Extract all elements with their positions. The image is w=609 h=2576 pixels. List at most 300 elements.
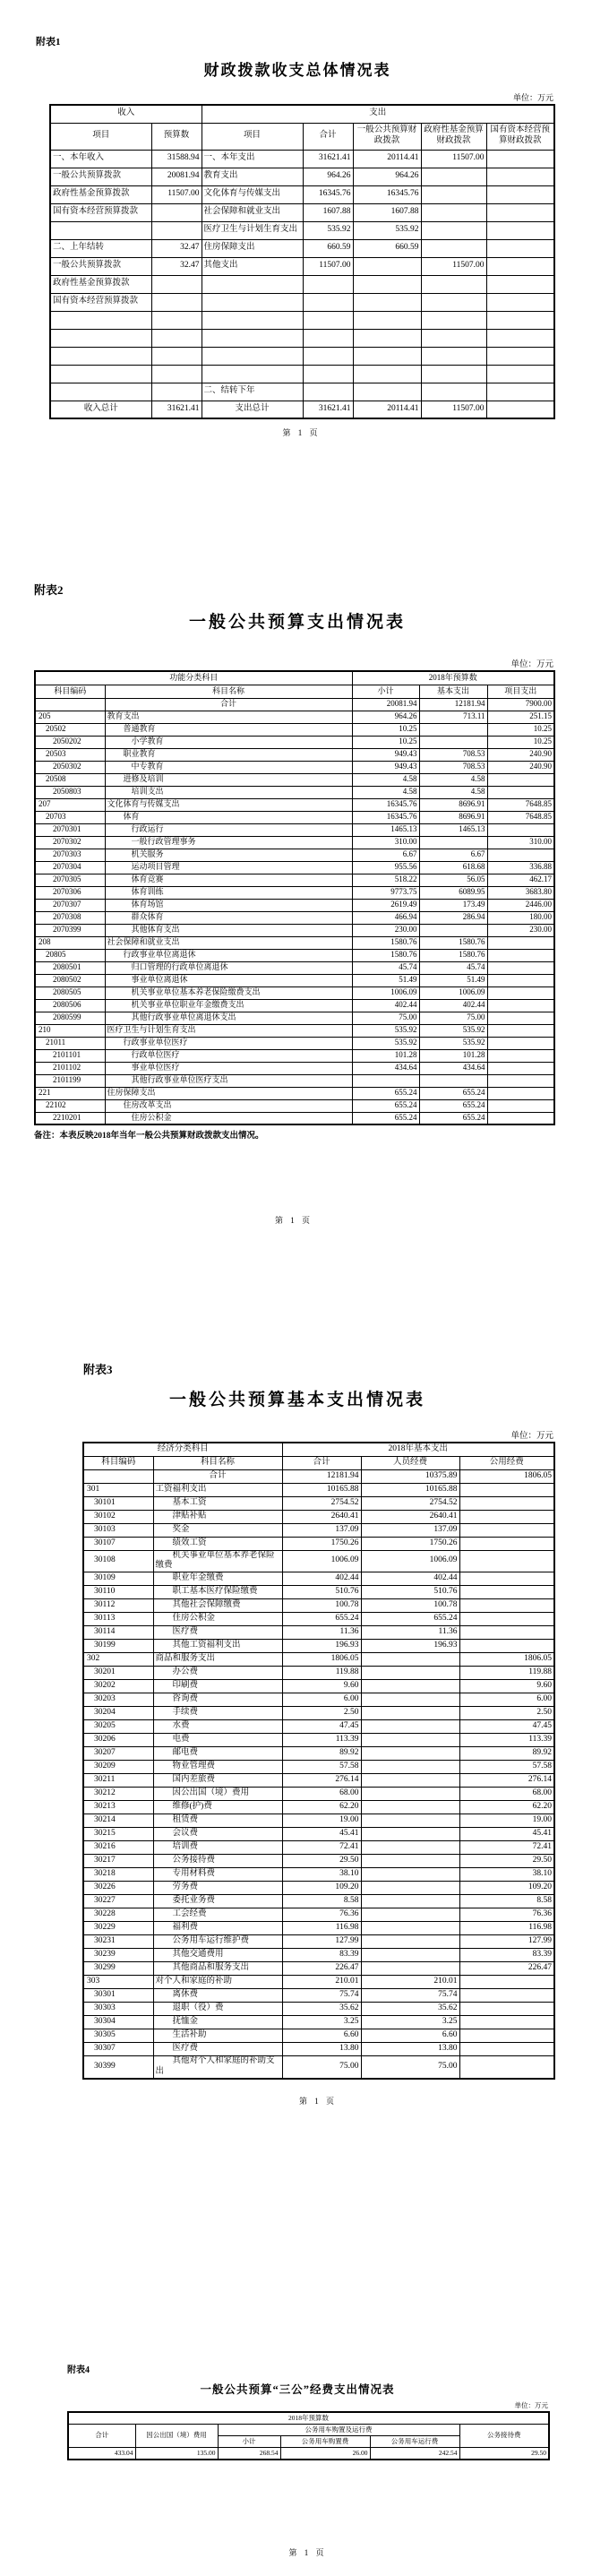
table-row xyxy=(83,1908,554,1922)
amount-cell: 6.60 xyxy=(361,2029,459,2043)
item-cell: 政府性基金预算拨款 xyxy=(50,275,151,293)
header-row-columns xyxy=(83,1456,554,1469)
amount-cell xyxy=(361,1693,459,1707)
subject-code-cell: 20805 xyxy=(35,949,105,961)
amount-cell xyxy=(361,1774,459,1788)
table-row xyxy=(35,1112,554,1124)
subject-name-cell: 水费 xyxy=(153,1720,282,1734)
amount-cell: 1607.88 xyxy=(353,203,421,221)
amount-cell: 708.53 xyxy=(419,748,487,761)
subject-code-cell: 30212 xyxy=(83,1788,153,1801)
amount-cell xyxy=(361,1788,459,1801)
amount-cell: 76.36 xyxy=(282,1908,361,1922)
amount-cell: 20114.41 xyxy=(353,150,421,168)
amount-cell: 47.45 xyxy=(459,1720,554,1734)
amount-cell: 51.49 xyxy=(419,974,487,986)
table-row xyxy=(83,1667,554,1680)
amount-cell: 119.88 xyxy=(282,1667,361,1680)
table3-title: 一般公共预算基本支出情况表 xyxy=(168,1391,425,1409)
amount-cell: 11.36 xyxy=(282,1626,361,1640)
table-row xyxy=(50,168,554,185)
subject-code-cell: 30231 xyxy=(83,1935,153,1949)
amount-cell: 230.00 xyxy=(487,924,554,936)
item-cell xyxy=(202,347,303,365)
amount-cell: 135.00 xyxy=(135,2447,218,2460)
subject-code-cell: 2070301 xyxy=(35,823,105,836)
amount-cell xyxy=(487,1074,554,1087)
subject-name-cell: 公务接待费 xyxy=(153,1855,282,1868)
amount-cell: 1006.09 xyxy=(352,986,419,999)
table-row xyxy=(83,1537,554,1550)
amount-cell xyxy=(151,347,202,365)
table-row xyxy=(83,1653,554,1667)
amount-cell: 535.92 xyxy=(419,1024,487,1037)
amount-cell xyxy=(361,1855,459,1868)
amount-cell xyxy=(303,383,353,401)
header-public-funds: 公用经费 xyxy=(459,1456,554,1469)
subject-code-cell: 205 xyxy=(35,711,105,723)
subject-code-cell: 2070304 xyxy=(35,861,105,874)
subject-code-cell: 30226 xyxy=(83,1882,153,1895)
amount-cell xyxy=(486,365,554,383)
subject-name-cell: 体育训练 xyxy=(105,886,352,899)
amount-cell xyxy=(487,1099,554,1112)
subject-name-cell: 工会经费 xyxy=(153,1908,282,1922)
subject-code-cell: 30211 xyxy=(83,1774,153,1788)
subject-code-cell: 2050302 xyxy=(35,761,105,773)
subject-code-cell: 210 xyxy=(35,1024,105,1037)
amount-cell: 13.80 xyxy=(282,2043,361,2056)
amount-cell: 268.54 xyxy=(218,2447,280,2460)
amount-cell: 286.94 xyxy=(419,911,487,924)
table-row xyxy=(83,1855,554,1868)
amount-cell xyxy=(459,2003,554,2016)
subject-name-cell: 职业教育 xyxy=(105,748,352,761)
amount-cell: 2754.52 xyxy=(282,1496,361,1510)
subject-code-cell: 30307 xyxy=(83,2043,153,2056)
amount-cell: 62.20 xyxy=(282,1801,361,1814)
amount-cell: 1750.26 xyxy=(282,1537,361,1550)
amount-cell: 10.25 xyxy=(352,723,419,736)
subject-code-cell: 2101102 xyxy=(35,1062,105,1074)
table-row xyxy=(83,1586,554,1599)
amount-cell: 510.76 xyxy=(282,1586,361,1599)
amount-cell xyxy=(303,275,353,293)
amount-cell xyxy=(487,1087,554,1099)
amount-cell: 11.36 xyxy=(361,1626,459,1640)
amount-cell: 101.28 xyxy=(352,1049,419,1062)
header-subtotal: 小计 xyxy=(218,2435,280,2447)
amount-cell xyxy=(421,275,486,293)
amount-cell: 75.00 xyxy=(282,2056,361,2079)
amount-cell: 240.90 xyxy=(487,761,554,773)
subject-code-cell: 30216 xyxy=(83,1841,153,1855)
subject-code-cell: 30203 xyxy=(83,1693,153,1707)
amount-cell: 6.60 xyxy=(282,2029,361,2043)
amount-cell: 7648.85 xyxy=(487,811,554,823)
subject-code-cell: 2210201 xyxy=(35,1112,105,1124)
table-row xyxy=(35,1049,554,1062)
subject-code-cell: 30202 xyxy=(83,1680,153,1693)
amount-cell xyxy=(151,275,202,293)
table-row xyxy=(83,1550,554,1572)
item-cell xyxy=(50,365,151,383)
subject-name-cell: 住房保障支出 xyxy=(105,1087,352,1099)
subject-code-cell: 30103 xyxy=(83,1523,153,1537)
amount-cell xyxy=(421,365,486,383)
subject-code-cell xyxy=(83,1469,153,1483)
header-subject-name: 科目名称 xyxy=(105,685,352,698)
subject-code-cell: 30228 xyxy=(83,1908,153,1922)
amount-cell: 89.92 xyxy=(282,1747,361,1761)
header-subject-code: 科目编码 xyxy=(83,1456,153,1469)
subject-code-cell: 30215 xyxy=(83,1828,153,1841)
table-row xyxy=(50,239,554,257)
amount-cell xyxy=(421,239,486,257)
amount-cell xyxy=(459,1640,554,1653)
table-row xyxy=(83,1523,554,1537)
table-row xyxy=(83,1680,554,1693)
amount-cell xyxy=(303,329,353,347)
amount-cell: 433.04 xyxy=(68,2447,135,2460)
amount-cell: 660.59 xyxy=(303,239,353,257)
table-row xyxy=(83,2003,554,2016)
amount-cell: 2640.41 xyxy=(282,1510,361,1523)
amount-cell: 31621.41 xyxy=(151,401,202,418)
amount-cell xyxy=(459,2016,554,2029)
amount-cell xyxy=(487,974,554,986)
amount-cell: 68.00 xyxy=(282,1788,361,1801)
table-row xyxy=(83,1734,554,1747)
subject-code-cell: 2070399 xyxy=(35,924,105,936)
subject-name-cell: 住房公积金 xyxy=(105,1112,352,1124)
table-row xyxy=(35,798,554,811)
amount-cell: 708.53 xyxy=(419,761,487,773)
table-row xyxy=(83,1868,554,1882)
amount-cell xyxy=(486,221,554,239)
amount-cell xyxy=(361,1935,459,1949)
amount-cell: 434.64 xyxy=(419,1062,487,1074)
table-row xyxy=(35,823,554,836)
subject-name-cell: 归口管理的行政单位离退休 xyxy=(105,961,352,974)
table-row xyxy=(83,1720,554,1734)
subject-name-cell: 会议费 xyxy=(153,1828,282,1841)
amount-cell xyxy=(459,1586,554,1599)
subject-code-cell: 30229 xyxy=(83,1922,153,1935)
amount-cell xyxy=(419,836,487,849)
amount-cell xyxy=(459,2043,554,2056)
amount-cell xyxy=(421,185,486,203)
amount-cell: 4.58 xyxy=(419,786,487,798)
amount-cell: 47.45 xyxy=(282,1720,361,1734)
amount-cell: 10.25 xyxy=(487,736,554,748)
amount-cell: 13.80 xyxy=(361,2043,459,2056)
table-row xyxy=(35,911,554,924)
subject-name-cell: 体育 xyxy=(105,811,352,823)
subject-code-cell: 2070305 xyxy=(35,874,105,886)
table-row xyxy=(50,275,554,293)
amount-cell: 535.92 xyxy=(352,1037,419,1049)
amount-cell: 655.24 xyxy=(352,1112,419,1124)
subject-code-cell: 2070302 xyxy=(35,836,105,849)
table4-title: 一般公共预算“三公”经费支出情况表 xyxy=(200,2383,395,2396)
amount-cell xyxy=(151,203,202,221)
amount-cell xyxy=(361,1747,459,1761)
header-row-groups xyxy=(68,2424,549,2435)
table-row xyxy=(35,711,554,723)
amount-cell: 655.24 xyxy=(352,1099,419,1112)
subject-name-cell: 体育场馆 xyxy=(105,899,352,911)
amount-cell: 75.74 xyxy=(282,1989,361,2003)
amount-cell xyxy=(361,1734,459,1747)
header-row-groups xyxy=(35,671,554,685)
amount-cell: 9.60 xyxy=(282,1680,361,1693)
amount-cell: 68.00 xyxy=(459,1788,554,1801)
item-cell xyxy=(50,347,151,365)
amount-cell xyxy=(353,293,421,311)
subject-name-cell: 中专教育 xyxy=(105,761,352,773)
subject-name-cell: 其他社会保障缴费 xyxy=(153,1599,282,1613)
amount-cell xyxy=(487,961,554,974)
amount-cell xyxy=(361,1962,459,1976)
subject-name-cell: 离休费 xyxy=(153,1989,282,2003)
amount-cell: 9773.75 xyxy=(352,886,419,899)
amount-cell xyxy=(486,150,554,168)
header-state-capital: 国有资本经营预算财政拨款 xyxy=(486,123,554,150)
subject-code-cell: 30218 xyxy=(83,1868,153,1882)
amount-cell xyxy=(487,1112,554,1124)
table-row xyxy=(50,329,554,347)
amount-cell: 618.68 xyxy=(419,861,487,874)
amount-cell: 251.15 xyxy=(487,711,554,723)
subject-name-cell: 咨询费 xyxy=(153,1693,282,1707)
header-row-columns xyxy=(50,123,554,150)
table-row xyxy=(50,383,554,401)
table-row xyxy=(50,365,554,383)
amount-cell: 180.00 xyxy=(487,911,554,924)
subject-name-cell: 医疗卫生与计划生育支出 xyxy=(105,1024,352,1037)
subject-code-cell: 20703 xyxy=(35,811,105,823)
amount-cell: 1465.13 xyxy=(419,823,487,836)
header-total: 合计 xyxy=(282,1456,361,1469)
amount-cell: 226.47 xyxy=(282,1962,361,1976)
subject-name-cell: 住房改革支出 xyxy=(105,1099,352,1112)
subject-code-cell: 2070303 xyxy=(35,849,105,861)
amount-cell xyxy=(487,936,554,949)
table-row xyxy=(83,1882,554,1895)
table-row xyxy=(83,2016,554,2029)
amount-cell: 8.58 xyxy=(459,1895,554,1908)
subject-code-cell: 2070307 xyxy=(35,899,105,911)
amount-cell xyxy=(151,311,202,329)
amount-cell: 109.20 xyxy=(459,1882,554,1895)
amount-cell xyxy=(459,1496,554,1510)
subject-code-cell: 21011 xyxy=(35,1037,105,1049)
table-row xyxy=(83,1788,554,1801)
amount-cell xyxy=(487,786,554,798)
amount-cell: 137.09 xyxy=(282,1523,361,1537)
amount-cell: 660.59 xyxy=(353,239,421,257)
amount-cell: 16345.76 xyxy=(303,185,353,203)
amount-cell xyxy=(486,329,554,347)
amount-cell: 11507.00 xyxy=(303,257,353,275)
amount-cell xyxy=(419,723,487,736)
subject-name-cell: 绩效工资 xyxy=(153,1537,282,1550)
item-cell: 文化体育与传媒支出 xyxy=(202,185,303,203)
table-row xyxy=(83,1774,554,1788)
header-reception-expense: 公务接待费 xyxy=(459,2424,549,2447)
amount-cell: 10.25 xyxy=(352,736,419,748)
amount-cell xyxy=(487,849,554,861)
subject-name-cell: 印刷费 xyxy=(153,1680,282,1693)
subject-name-cell: 机关事业单位基本养老保险缴费支出 xyxy=(105,986,352,999)
page-number: 第 1 页 xyxy=(282,428,321,437)
item-cell: 国有资本经营预算拨款 xyxy=(50,293,151,311)
table-row xyxy=(35,1099,554,1112)
table-row xyxy=(83,1814,554,1828)
amount-cell: 1580.76 xyxy=(419,936,487,949)
table-row xyxy=(35,736,554,748)
amount-cell: 10165.88 xyxy=(282,1483,361,1496)
amount-cell xyxy=(459,1550,554,1572)
subject-name-cell: 教育支出 xyxy=(105,711,352,723)
amount-cell: 535.92 xyxy=(352,1024,419,1037)
amount-cell: 964.26 xyxy=(303,168,353,185)
amount-cell: 949.43 xyxy=(352,748,419,761)
table2-title: 一般公共预算支出情况表 xyxy=(188,613,406,632)
amount-cell xyxy=(361,1908,459,1922)
subject-code-cell: 30110 xyxy=(83,1586,153,1599)
subject-name-cell: 行政事业单位医疗 xyxy=(105,1037,352,1049)
amount-cell: 310.00 xyxy=(352,836,419,849)
subject-name-cell: 培训费 xyxy=(153,1841,282,1855)
subject-code-cell: 30207 xyxy=(83,1747,153,1761)
amount-cell: 402.44 xyxy=(352,999,419,1012)
amount-cell: 310.00 xyxy=(487,836,554,849)
subject-name-cell: 行政运行 xyxy=(105,823,352,836)
amount-cell: 45.74 xyxy=(352,961,419,974)
subject-code-cell: 2080501 xyxy=(35,961,105,974)
amount-cell xyxy=(151,365,202,383)
subject-code-cell: 30301 xyxy=(83,1989,153,2003)
amount-cell xyxy=(361,1653,459,1667)
subject-name-cell: 合计 xyxy=(153,1469,282,1483)
amount-cell xyxy=(487,1049,554,1062)
amount-cell: 11507.00 xyxy=(421,150,486,168)
amount-cell: 76.36 xyxy=(459,1908,554,1922)
subject-name-cell: 群众体育 xyxy=(105,911,352,924)
table-row xyxy=(83,1626,554,1640)
amount-cell: 127.99 xyxy=(282,1935,361,1949)
amount-cell: 242.54 xyxy=(370,2447,459,2460)
amount-cell xyxy=(361,1828,459,1841)
amount-cell: 75.00 xyxy=(419,1012,487,1024)
subject-code-cell: 2050803 xyxy=(35,786,105,798)
amount-cell: 1580.76 xyxy=(419,949,487,961)
table-row xyxy=(68,2447,549,2460)
header-expenditure: 支出 xyxy=(202,105,554,123)
amount-cell xyxy=(151,383,202,401)
three-public-funds-table xyxy=(67,2411,550,2460)
amount-cell: 57.58 xyxy=(459,1761,554,1774)
table-row xyxy=(50,401,554,418)
header-2018-basic-expenditure: 2018年基本支出 xyxy=(282,1443,554,1456)
subject-name-cell: 奖金 xyxy=(153,1523,282,1537)
amount-cell: 226.47 xyxy=(459,1962,554,1976)
subject-code-cell: 30113 xyxy=(83,1613,153,1626)
amount-cell: 10.25 xyxy=(487,723,554,736)
subject-code-cell: 2070306 xyxy=(35,886,105,899)
item-cell xyxy=(50,221,151,239)
header-gov-fund: 政府性基金预算财政拨款 xyxy=(421,123,486,150)
amount-cell: 2.50 xyxy=(282,1707,361,1720)
subject-name-cell: 国内差旅费 xyxy=(153,1774,282,1788)
amount-cell: 116.98 xyxy=(459,1922,554,1935)
item-cell: 一、本年支出 xyxy=(202,150,303,168)
table-row xyxy=(35,773,554,786)
amount-cell xyxy=(303,293,353,311)
item-cell xyxy=(202,329,303,347)
header-general-budget: 一般公共预算财政拨款 xyxy=(353,123,421,150)
amount-cell: 16345.76 xyxy=(352,811,419,823)
table2-note: 备注：本表反映2018年当年一般公共预算财政拨款支出情况。 xyxy=(34,1132,264,1141)
amount-cell: 2754.52 xyxy=(361,1496,459,1510)
table-row xyxy=(35,811,554,823)
amount-cell: 655.24 xyxy=(419,1099,487,1112)
subject-code-cell: 30217 xyxy=(83,1855,153,1868)
amount-cell: 32.47 xyxy=(151,257,202,275)
amount-cell: 100.78 xyxy=(282,1599,361,1613)
subject-name-cell: 专用材料费 xyxy=(153,1868,282,1882)
amount-cell xyxy=(459,1613,554,1626)
subject-name-cell: 因公出国（境）费用 xyxy=(153,1788,282,1801)
table-row xyxy=(83,1922,554,1935)
subject-code-cell: 30206 xyxy=(83,1734,153,1747)
amount-cell: 32.47 xyxy=(151,239,202,257)
header-economic-classification: 经济分类科目 xyxy=(83,1443,282,1456)
subject-name-cell: 职工基本医疗保险缴费 xyxy=(153,1586,282,1599)
amount-cell: 11507.00 xyxy=(421,401,486,418)
table-row xyxy=(35,986,554,999)
table-row xyxy=(35,999,554,1012)
header-row-groups xyxy=(83,1443,554,1456)
item-cell: 收入总计 xyxy=(50,401,151,418)
subject-code-cell: 30108 xyxy=(83,1550,153,1572)
subject-name-cell: 其他交通费用 xyxy=(153,1949,282,1962)
subject-name-cell: 普通教育 xyxy=(105,723,352,736)
amount-cell: 12181.94 xyxy=(419,698,487,711)
table-row xyxy=(35,974,554,986)
amount-cell xyxy=(353,275,421,293)
amount-cell xyxy=(421,203,486,221)
amount-cell: 113.39 xyxy=(282,1734,361,1747)
table-row xyxy=(83,1599,554,1613)
table-row xyxy=(83,1828,554,1841)
subject-name-cell: 事业单位离退休 xyxy=(105,974,352,986)
amount-cell: 173.49 xyxy=(419,899,487,911)
subject-name-cell: 医疗费 xyxy=(153,1626,282,1640)
table-row xyxy=(83,2043,554,2056)
amount-cell xyxy=(419,924,487,936)
amount-cell xyxy=(421,383,486,401)
table-row xyxy=(35,1087,554,1099)
header-item: 项目 xyxy=(50,123,151,150)
amount-cell xyxy=(361,1949,459,1962)
general-budget-expenditure-table xyxy=(34,670,555,1125)
table-row xyxy=(83,1483,554,1496)
subject-code-cell: 30109 xyxy=(83,1572,153,1586)
amount-cell xyxy=(487,1012,554,1024)
